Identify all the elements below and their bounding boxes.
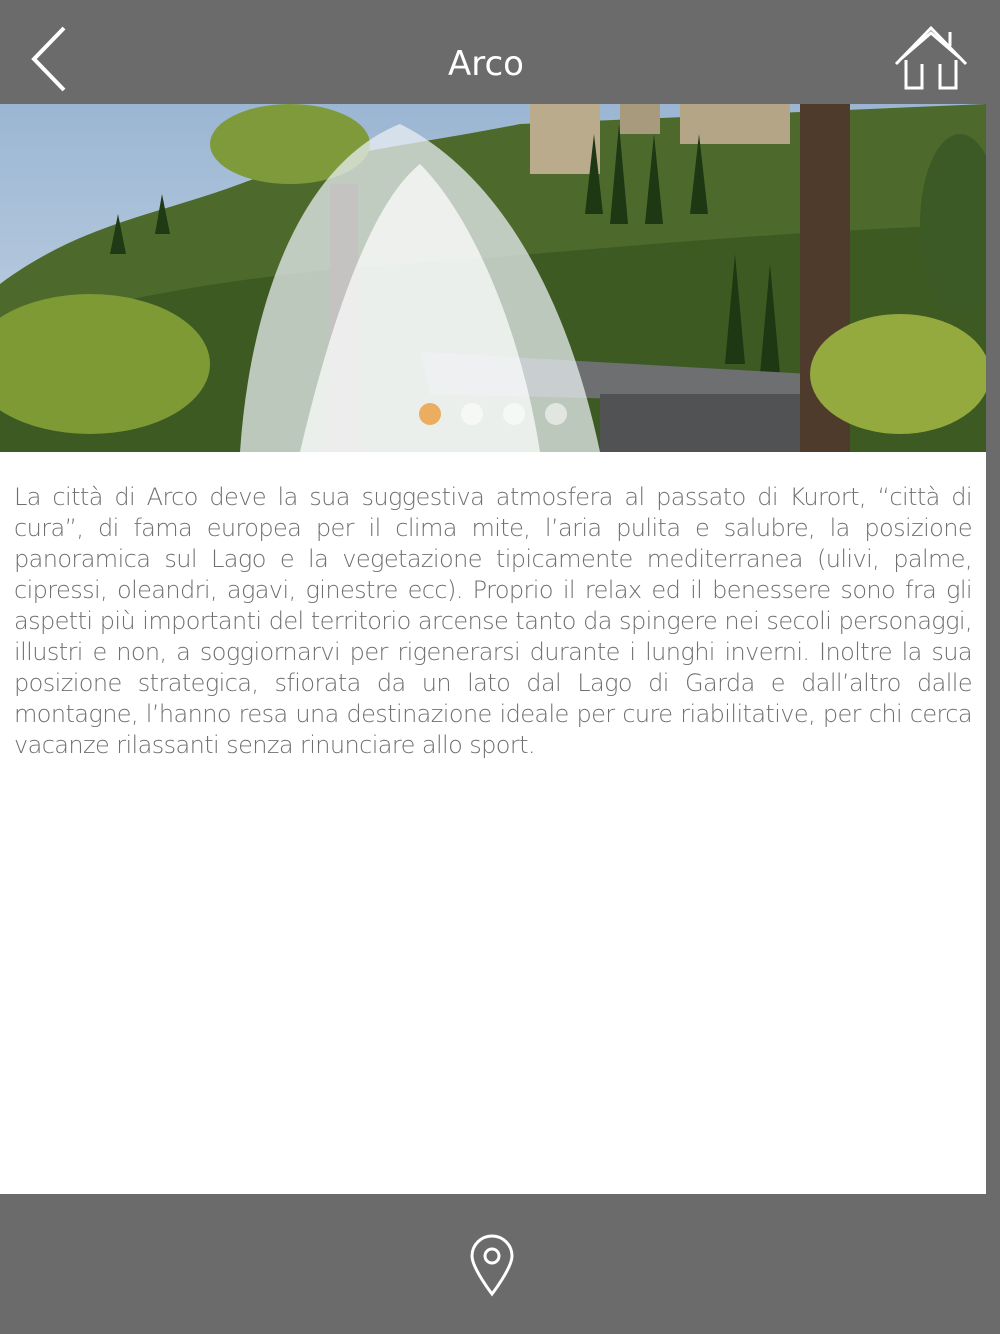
gallery-dot-4[interactable] xyxy=(545,403,567,425)
map-button[interactable] xyxy=(466,1234,518,1298)
map-pin-icon xyxy=(466,1234,518,1298)
home-button[interactable] xyxy=(892,24,970,92)
footer-bar xyxy=(0,1194,986,1334)
back-button[interactable] xyxy=(28,24,72,94)
gallery-dot-3[interactable] xyxy=(503,403,525,425)
gallery-dot-2[interactable] xyxy=(461,403,483,425)
content-panel xyxy=(0,452,986,1194)
photo-gallery[interactable] xyxy=(0,104,986,452)
page-title: Arco xyxy=(448,44,524,84)
description-text: La città di Arco deve la sua suggestiva atmosfera al passato di Kurort, “città di cura”, di fama europea per il clima mite, l’aria pulita e salubre, la posizione panoramica sul Lago e la vegetazione tipicamente mediterranea (ulivi, palme, cipressi, oleandri, agavi, ginestre ecc). Proprio il relax ed il benessere sono fra gli aspetti più importanti del territorio arcense tanto da spingere nei secoli personaggi, illustri e non, a soggiornarvi per rigenerarsi durante i lunghi inverni. Inoltre la sua posizione strategica, sfiorata da un lato dal Lago di Garda e dall’altro dalle montagne, l’hanno resa una destinazione ideale per cure riabilitative, per chi cerca vacanze rilassanti senza rinunciare allo sport. xyxy=(14,483,972,759)
right-rail xyxy=(986,104,1000,1334)
gallery-dot-1[interactable] xyxy=(419,403,441,425)
home-icon xyxy=(892,24,970,92)
chevron-left-icon xyxy=(28,24,72,94)
header-bar xyxy=(0,0,1000,104)
gallery-pagination xyxy=(0,400,986,428)
